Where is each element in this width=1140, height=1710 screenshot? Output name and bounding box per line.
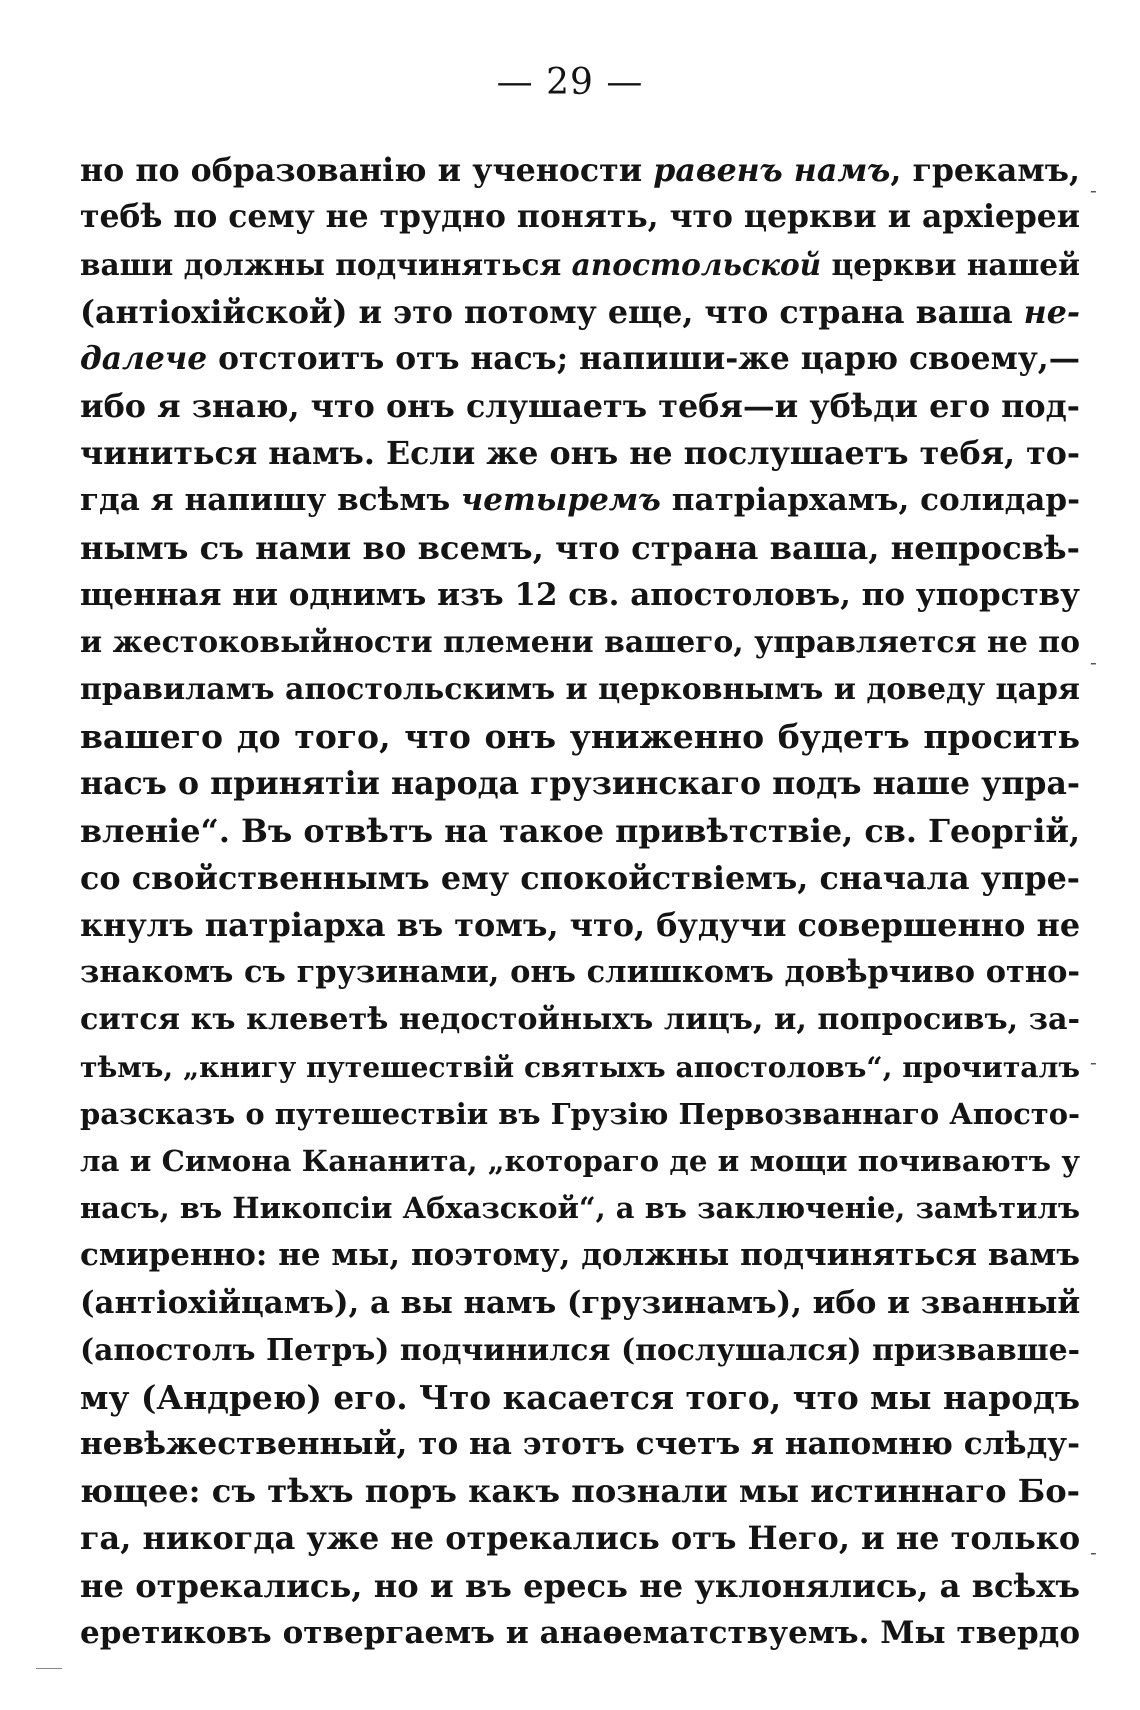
text-line	[80, 713, 1080, 760]
text-line	[80, 619, 1080, 666]
text-line	[80, 855, 1080, 902]
text-line	[80, 1515, 1080, 1562]
text-line	[80, 289, 1080, 336]
text-line	[80, 525, 1080, 572]
text-line	[80, 1421, 1080, 1468]
text-segment: сится къ клеветѣ недостойныхъ лицъ, и, попросивъ, за-	[80, 1002, 1080, 1038]
text-line	[80, 1044, 1080, 1091]
text-segment: тебѣ по сему не трудно понять, что церкви и архіереи	[80, 199, 1080, 236]
text-segment: разсказъ о путешествіи въ Грузію Первозваннаго Апосто-	[80, 1096, 1080, 1131]
text-segment: кнулъ патріарха въ томъ, что, будучи совершенно не	[80, 906, 1080, 944]
margin-mark: -	[1090, 178, 1097, 202]
text-line	[80, 1563, 1080, 1610]
italic-text: апостольской	[571, 247, 822, 283]
text-segment: гда я напишу всѣмъ	[80, 482, 462, 519]
text-segment: чиниться намъ. Если же онъ не послушаетъ тебя, то-	[80, 435, 1080, 473]
text-line	[80, 241, 1080, 288]
text-segment: вленіе“. Въ отвѣтъ на такое привѣтствіе, св. Георгій,	[80, 811, 1080, 850]
text-segment: ющее: съ тѣхъ поръ какъ познали мы истиннаго Бо-	[80, 1472, 1080, 1511]
text-segment: смиренно: не мы, поэтому, должны подчиняться вамъ	[80, 1237, 1080, 1274]
text-line	[80, 1468, 1080, 1515]
text-line	[80, 1232, 1080, 1279]
text-line	[80, 1327, 1080, 1374]
italic-text: не-	[1023, 293, 1080, 331]
text-segment: (апостолъ Петръ) подчинился (послушался) призвавше-	[80, 1332, 1080, 1368]
text-line	[80, 1091, 1080, 1138]
text-segment: ибо я знаю, что онъ слушаетъ тебя—и убѣди его под-	[80, 387, 1080, 425]
text-segment: отстоитъ отъ насъ; напиши-же царю своему,—	[207, 340, 1080, 377]
text-line	[80, 1138, 1080, 1185]
text-line	[80, 147, 1080, 194]
text-segment: тѣмъ, „книгу путешествій святыхъ апостоловъ“, прочиталъ	[80, 1050, 1080, 1084]
text-line	[80, 1610, 1080, 1657]
italic-text: четыремъ	[461, 482, 661, 519]
italic-text: равенъ намъ	[653, 152, 891, 189]
text-line	[80, 336, 1080, 383]
text-segment: знакомъ съ грузинами, онъ слишкомъ довѣрчиво отно-	[80, 954, 1080, 991]
text-segment: (антіохійской) и это потому еще, что страна ваша	[80, 293, 1024, 331]
italic-text: далече	[80, 340, 208, 377]
text-line	[80, 383, 1080, 430]
margin-mark: -	[1090, 1050, 1097, 1074]
text-segment: и жестоковыйности племени вашего, управляется не по	[80, 624, 1080, 660]
text-line	[80, 996, 1080, 1043]
text-segment: (антіохійцамъ), а вы намъ (грузинамъ), ибо и званный	[80, 1284, 1080, 1321]
text-segment: насъ о принятіи народа грузинскаго подъ наше упра-	[80, 765, 1080, 803]
text-segment: насъ, въ Никопсіи Абхазской“, а въ заключеніе, замѣтилъ	[80, 1191, 1080, 1226]
text-line	[80, 949, 1080, 996]
text-segment: му (Андрею) его. Что касается того, что мы народъ	[80, 1377, 1080, 1417]
text-segment: нымъ съ нами во всемъ, что страна ваша, непросвѣ-	[80, 528, 1080, 567]
text-line	[80, 477, 1080, 524]
text-segment: патріархамъ, солидар-	[660, 482, 1080, 519]
text-line	[80, 1374, 1080, 1421]
text-segment: ваши должны подчиняться	[80, 247, 572, 283]
text-segment: но по образованію и учености	[80, 152, 654, 189]
text-segment: не отрекались, но и въ ересь не уклонялись, а всѣхъ	[80, 1566, 1080, 1605]
text-segment: правиламъ апостольскимъ и церковнымъ и доведу царя	[80, 672, 1080, 708]
margin-mark: -	[1090, 1540, 1097, 1564]
text-line	[80, 194, 1080, 241]
text-segment: га, никогда уже не отрекались отъ Него, и не только	[80, 1519, 1080, 1558]
text-segment: , грекамъ,	[890, 152, 1080, 189]
text-segment: со свойственнымъ ему спокойствіемъ, сначала упре-	[80, 859, 1080, 897]
text-line	[80, 808, 1080, 855]
page-number: — 29 —	[496, 62, 644, 103]
text-line	[80, 430, 1080, 477]
text-line	[80, 902, 1080, 949]
text-segment: ла и Симона Кананита, „котораго де и мощи почиваютъ у	[80, 1143, 1080, 1178]
text-segment: церкви нашей	[821, 247, 1080, 283]
text-segment: щенная ни однимъ изъ 12 св. апостоловъ, по упорству	[80, 576, 1080, 613]
text-line	[80, 1185, 1080, 1232]
text-line	[80, 666, 1080, 713]
text-segment: вашего до того, что онъ униженно будетъ просить	[80, 717, 1080, 757]
margin-mark: -	[1090, 650, 1097, 674]
text-segment: невѣжественный, то на этотъ счетъ я напомню слѣду-	[80, 1426, 1080, 1463]
text-segment: еретиковъ отвергаемъ и анаѳематствуемъ. Мы твердо	[80, 1614, 1080, 1651]
body-text	[80, 147, 1080, 1657]
text-line	[80, 572, 1080, 619]
text-line	[80, 1280, 1080, 1327]
text-line	[80, 760, 1080, 807]
scan-rule-mark	[36, 1668, 62, 1669]
